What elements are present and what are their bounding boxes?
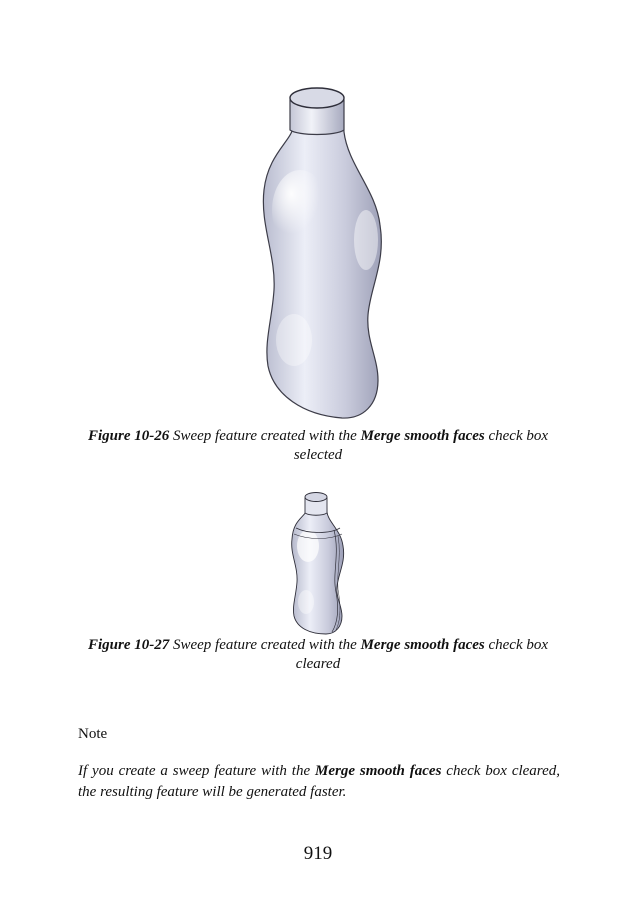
bottle-merged-faces-illustration (238, 70, 398, 425)
note-text-after: check box cleared, the resulting feature will be generated faster. (78, 763, 560, 800)
figure-10-27-text-before: Sweep feature created with the (169, 637, 361, 653)
figure-10-26-text-after: check box selected (293, 428, 549, 463)
note-emphasis: Merge smooth faces (315, 763, 442, 779)
figure-10-26-label: Figure 10-26 (87, 428, 170, 444)
figure-10-27-caption (86, 636, 550, 674)
note-heading: Note (78, 726, 108, 742)
figure-10-27-text-after: check box cleared (295, 637, 549, 672)
note-text-before: If you create a sweep feature with the (78, 763, 315, 779)
note-body (78, 761, 560, 803)
figure-10-26-emphasis: Merge smooth faces (360, 428, 485, 444)
bottle-cleared-faces-illustration (278, 484, 358, 636)
figure-10-27-image (0, 484, 636, 636)
figure-10-27-label: Figure 10-27 (87, 637, 170, 653)
figure-10-26-image (0, 70, 636, 425)
figure-10-26-caption (86, 427, 550, 465)
figure-10-27-emphasis: Merge smooth faces (360, 637, 485, 653)
figure-10-26-text-before: Sweep feature created with the (169, 428, 361, 444)
page-number: 919 (303, 843, 333, 864)
